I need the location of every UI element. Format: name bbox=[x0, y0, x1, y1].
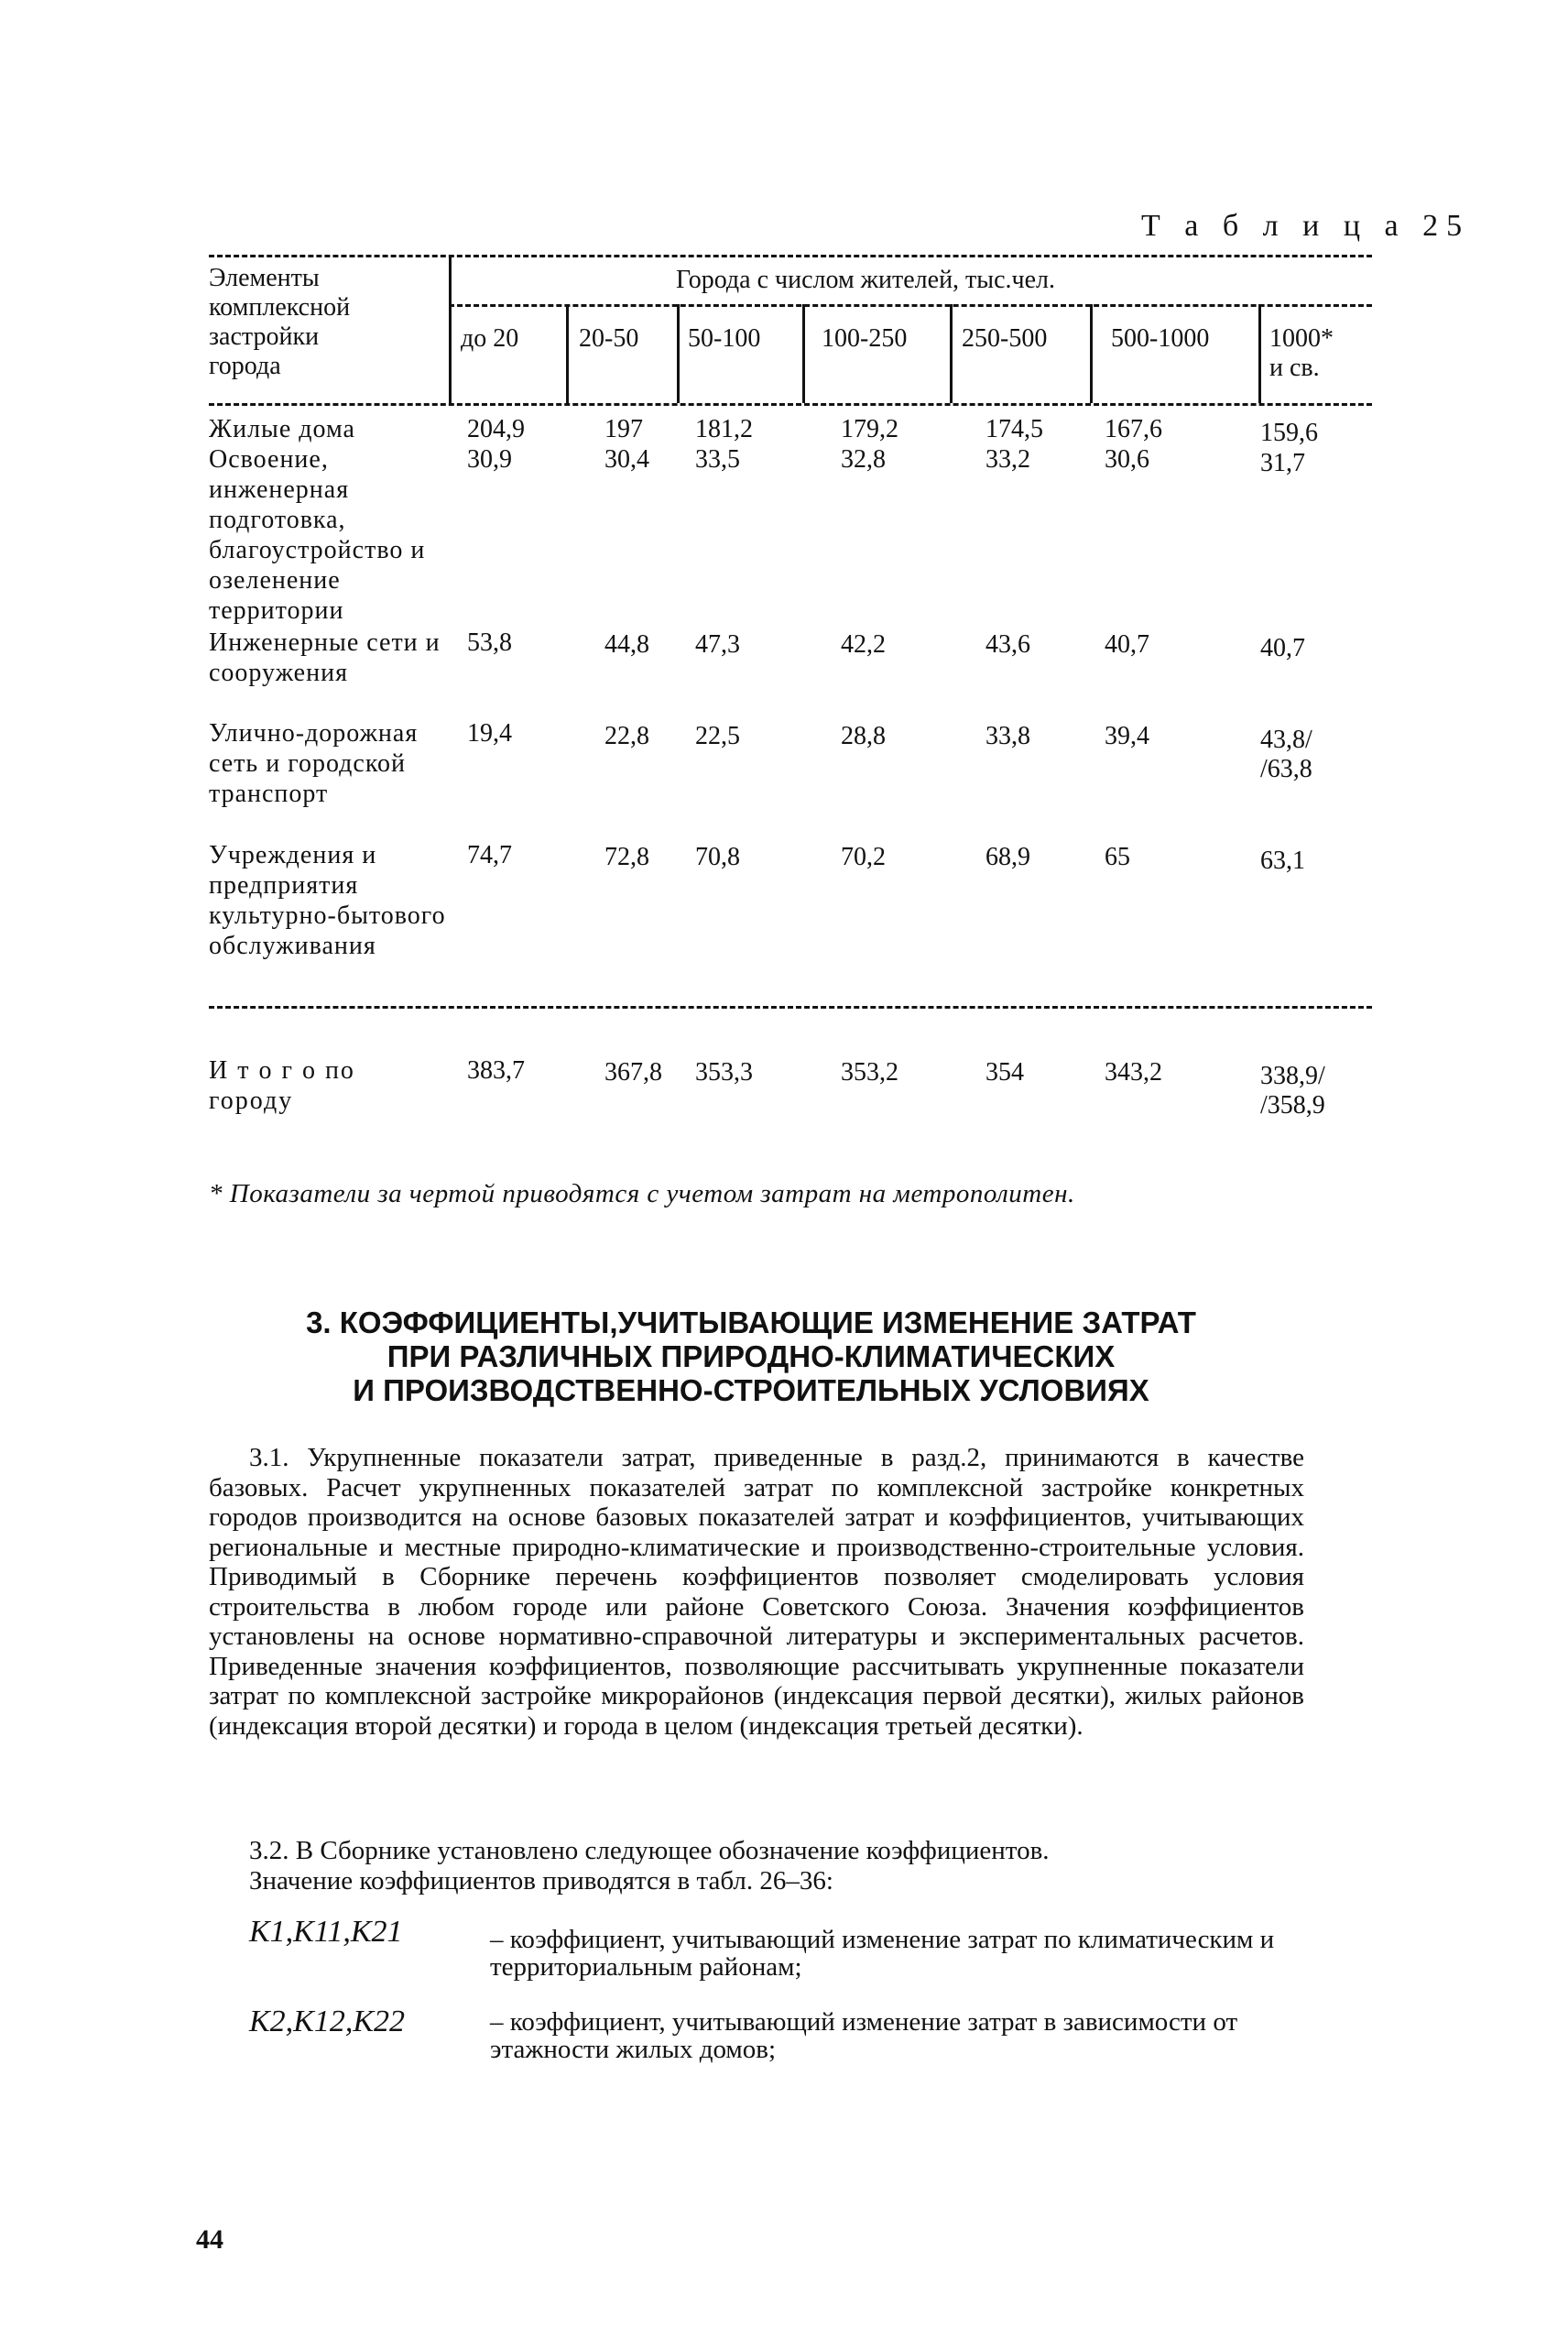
total-cell: 343,2 bbox=[1105, 1058, 1162, 1087]
total-cell: 383,7 bbox=[467, 1056, 525, 1085]
row-label: Инженерные сети и сооружения bbox=[209, 628, 441, 687]
total-cell: 353,3 bbox=[695, 1058, 753, 1087]
row-label: Освоение, инженерная подготовка, благоустройство и озеленение территории bbox=[209, 445, 426, 625]
total-separator-rule bbox=[209, 1006, 1372, 1009]
table-cell: 33,8 bbox=[985, 722, 1030, 750]
table-cell: 30,6 bbox=[1105, 445, 1149, 474]
table-cell: 39,4 bbox=[1105, 722, 1149, 750]
table-top-rule bbox=[209, 255, 1372, 257]
total-cell: 353,2 bbox=[841, 1058, 898, 1087]
header-divider bbox=[950, 304, 953, 403]
header-divider bbox=[449, 255, 452, 403]
table-cell: 70,8 bbox=[695, 843, 740, 871]
coefficient-definition bbox=[249, 1915, 403, 1949]
table-cell: 197 bbox=[604, 415, 643, 443]
table-cell: 174,5 bbox=[985, 415, 1043, 443]
table-cell: 40,7 bbox=[1105, 630, 1149, 659]
total-cell: /358,9 bbox=[1260, 1091, 1325, 1120]
total-cell: 338,9/ bbox=[1260, 1062, 1325, 1090]
table-cell: 74,7 bbox=[467, 841, 512, 869]
table-caption: Т а б л и ц а 25 bbox=[1141, 209, 1471, 243]
column-header: 20-50 bbox=[579, 324, 639, 353]
table-cell: 47,3 bbox=[695, 630, 740, 659]
coefficient-text: – коэффициент, учитывающий изменение затрат в зависимости от этажности жилых домов; bbox=[490, 2007, 1238, 2064]
header-divider bbox=[677, 304, 680, 403]
paragraph-3-2: 3.2. В Сборнике установлено следующее обозначение коэффициентов. Значение коэффициентов приводятся в табл. 26–36: bbox=[249, 1836, 1050, 1895]
column-header: 500-1000 bbox=[1111, 324, 1210, 353]
table-cell: /63,8 bbox=[1260, 755, 1312, 783]
header-divider bbox=[1258, 304, 1261, 403]
table-cell: 70,2 bbox=[841, 843, 886, 871]
row-header-label: Элементы комплексной застройки города bbox=[209, 264, 351, 380]
page-number: 44 bbox=[196, 2224, 223, 2255]
table-cell: 63,1 bbox=[1260, 847, 1305, 875]
column-header: 1000* и св. bbox=[1269, 324, 1334, 382]
total-row-label: И т о г о по городу bbox=[209, 1056, 355, 1115]
table-cell: 179,2 bbox=[841, 415, 898, 443]
header-divider bbox=[1090, 304, 1093, 403]
table-cell: 65 bbox=[1105, 843, 1130, 871]
table-cell: 204,9 bbox=[467, 415, 525, 443]
coefficient-symbol: K1,K11,K21 bbox=[249, 1915, 403, 1949]
table-cell: 44,8 bbox=[604, 630, 649, 659]
total-cell: 354 bbox=[985, 1058, 1024, 1087]
section-title: 3. КОЭФФИЦИЕНТЫ,УЧИТЫВАЮЩИЕ ИЗМЕНЕНИЕ ЗАТРАТ ПРИ РАЗЛИЧНЫХ ПРИРОДНО-КЛИМАТИЧЕСКИХ И ПРОИЗВОДСТВЕННО-СТРОИТЕЛЬНЫХ УСЛОВИЯХ bbox=[306, 1306, 1196, 1407]
header-bottom-rule bbox=[209, 403, 1372, 406]
table-cell: 32,8 bbox=[841, 445, 886, 474]
table-cell: 33,5 bbox=[695, 445, 740, 474]
table-footnote: * Показатели за чертой приводятся с учетом затрат на метрополитен. bbox=[209, 1179, 1075, 1208]
table-cell: 42,2 bbox=[841, 630, 886, 659]
table-cell: 43,6 bbox=[985, 630, 1030, 659]
table-cell: 19,4 bbox=[467, 719, 512, 748]
header-divider bbox=[802, 304, 805, 403]
paragraph-3-1: 3.1. Укрупненные показатели затрат, приведенные в разд.2, принимаются в качестве базовых. Расчет укрупненных показателей затрат по комплексной застройке конкретных городов производится на основе базовых показателей затрат и коэффициентов, учитывающих региональные и местные природно-климатические и производственно-строительные условия. Приводимый в Сборнике перечень коэффициентов позволяет смоделировать условия строительства в любом городе или районе Советского Союза. Значения коэффициентов установлены на основе нормативно-справочной литературы и экспериментальных расчетов. Приведенные значения коэффициентов, позволяющие рассчитывать укрупненные показатели затрат по комплексной застройке микрорайонов (индексация первой десятки), жилых районов (индексация второй десятки) и города в целом (индексация третьей десятки). bbox=[209, 1443, 1304, 1741]
row-label: Улично-дорожная сеть и городской транспорт bbox=[209, 719, 419, 808]
row-label: Жилые дома bbox=[209, 415, 355, 443]
table-cell: 31,7 bbox=[1260, 449, 1305, 477]
coefficient-text: – коэффициент, учитывающий изменение затрат по климатическим и территориальным районам; bbox=[490, 1925, 1275, 1982]
header-divider bbox=[566, 304, 569, 403]
table-cell: 22,5 bbox=[695, 722, 740, 750]
table-cell: 30,4 bbox=[604, 445, 649, 474]
table-cell: 68,9 bbox=[985, 843, 1030, 871]
column-header: 50-100 bbox=[688, 324, 761, 353]
table-cell: 30,9 bbox=[467, 445, 512, 474]
coefficient-symbol: K2,K12,K22 bbox=[249, 2005, 406, 2038]
header-group-rule bbox=[449, 304, 1372, 307]
column-header: 100-250 bbox=[822, 324, 908, 353]
column-group-header: Города с числом жителей, тыс.чел. bbox=[676, 266, 1056, 294]
table-cell: 43,8/ bbox=[1260, 726, 1312, 754]
total-cell: 367,8 bbox=[604, 1058, 662, 1087]
coefficient-definition bbox=[249, 2005, 406, 2038]
row-label: Учреждения и предприятия культурно-бытового обслуживания bbox=[209, 841, 446, 960]
table-cell: 28,8 bbox=[841, 722, 886, 750]
table-cell: 181,2 bbox=[695, 415, 753, 443]
table-cell: 40,7 bbox=[1260, 634, 1305, 662]
column-header: до 20 bbox=[461, 324, 519, 353]
table-cell: 72,8 bbox=[604, 843, 649, 871]
table-cell: 167,6 bbox=[1105, 415, 1162, 443]
table-cell: 33,2 bbox=[985, 445, 1030, 474]
table-cell: 53,8 bbox=[467, 628, 512, 657]
table-cell: 159,6 bbox=[1260, 419, 1318, 447]
column-header: 250-500 bbox=[962, 324, 1048, 353]
table-cell: 22,8 bbox=[604, 722, 649, 750]
